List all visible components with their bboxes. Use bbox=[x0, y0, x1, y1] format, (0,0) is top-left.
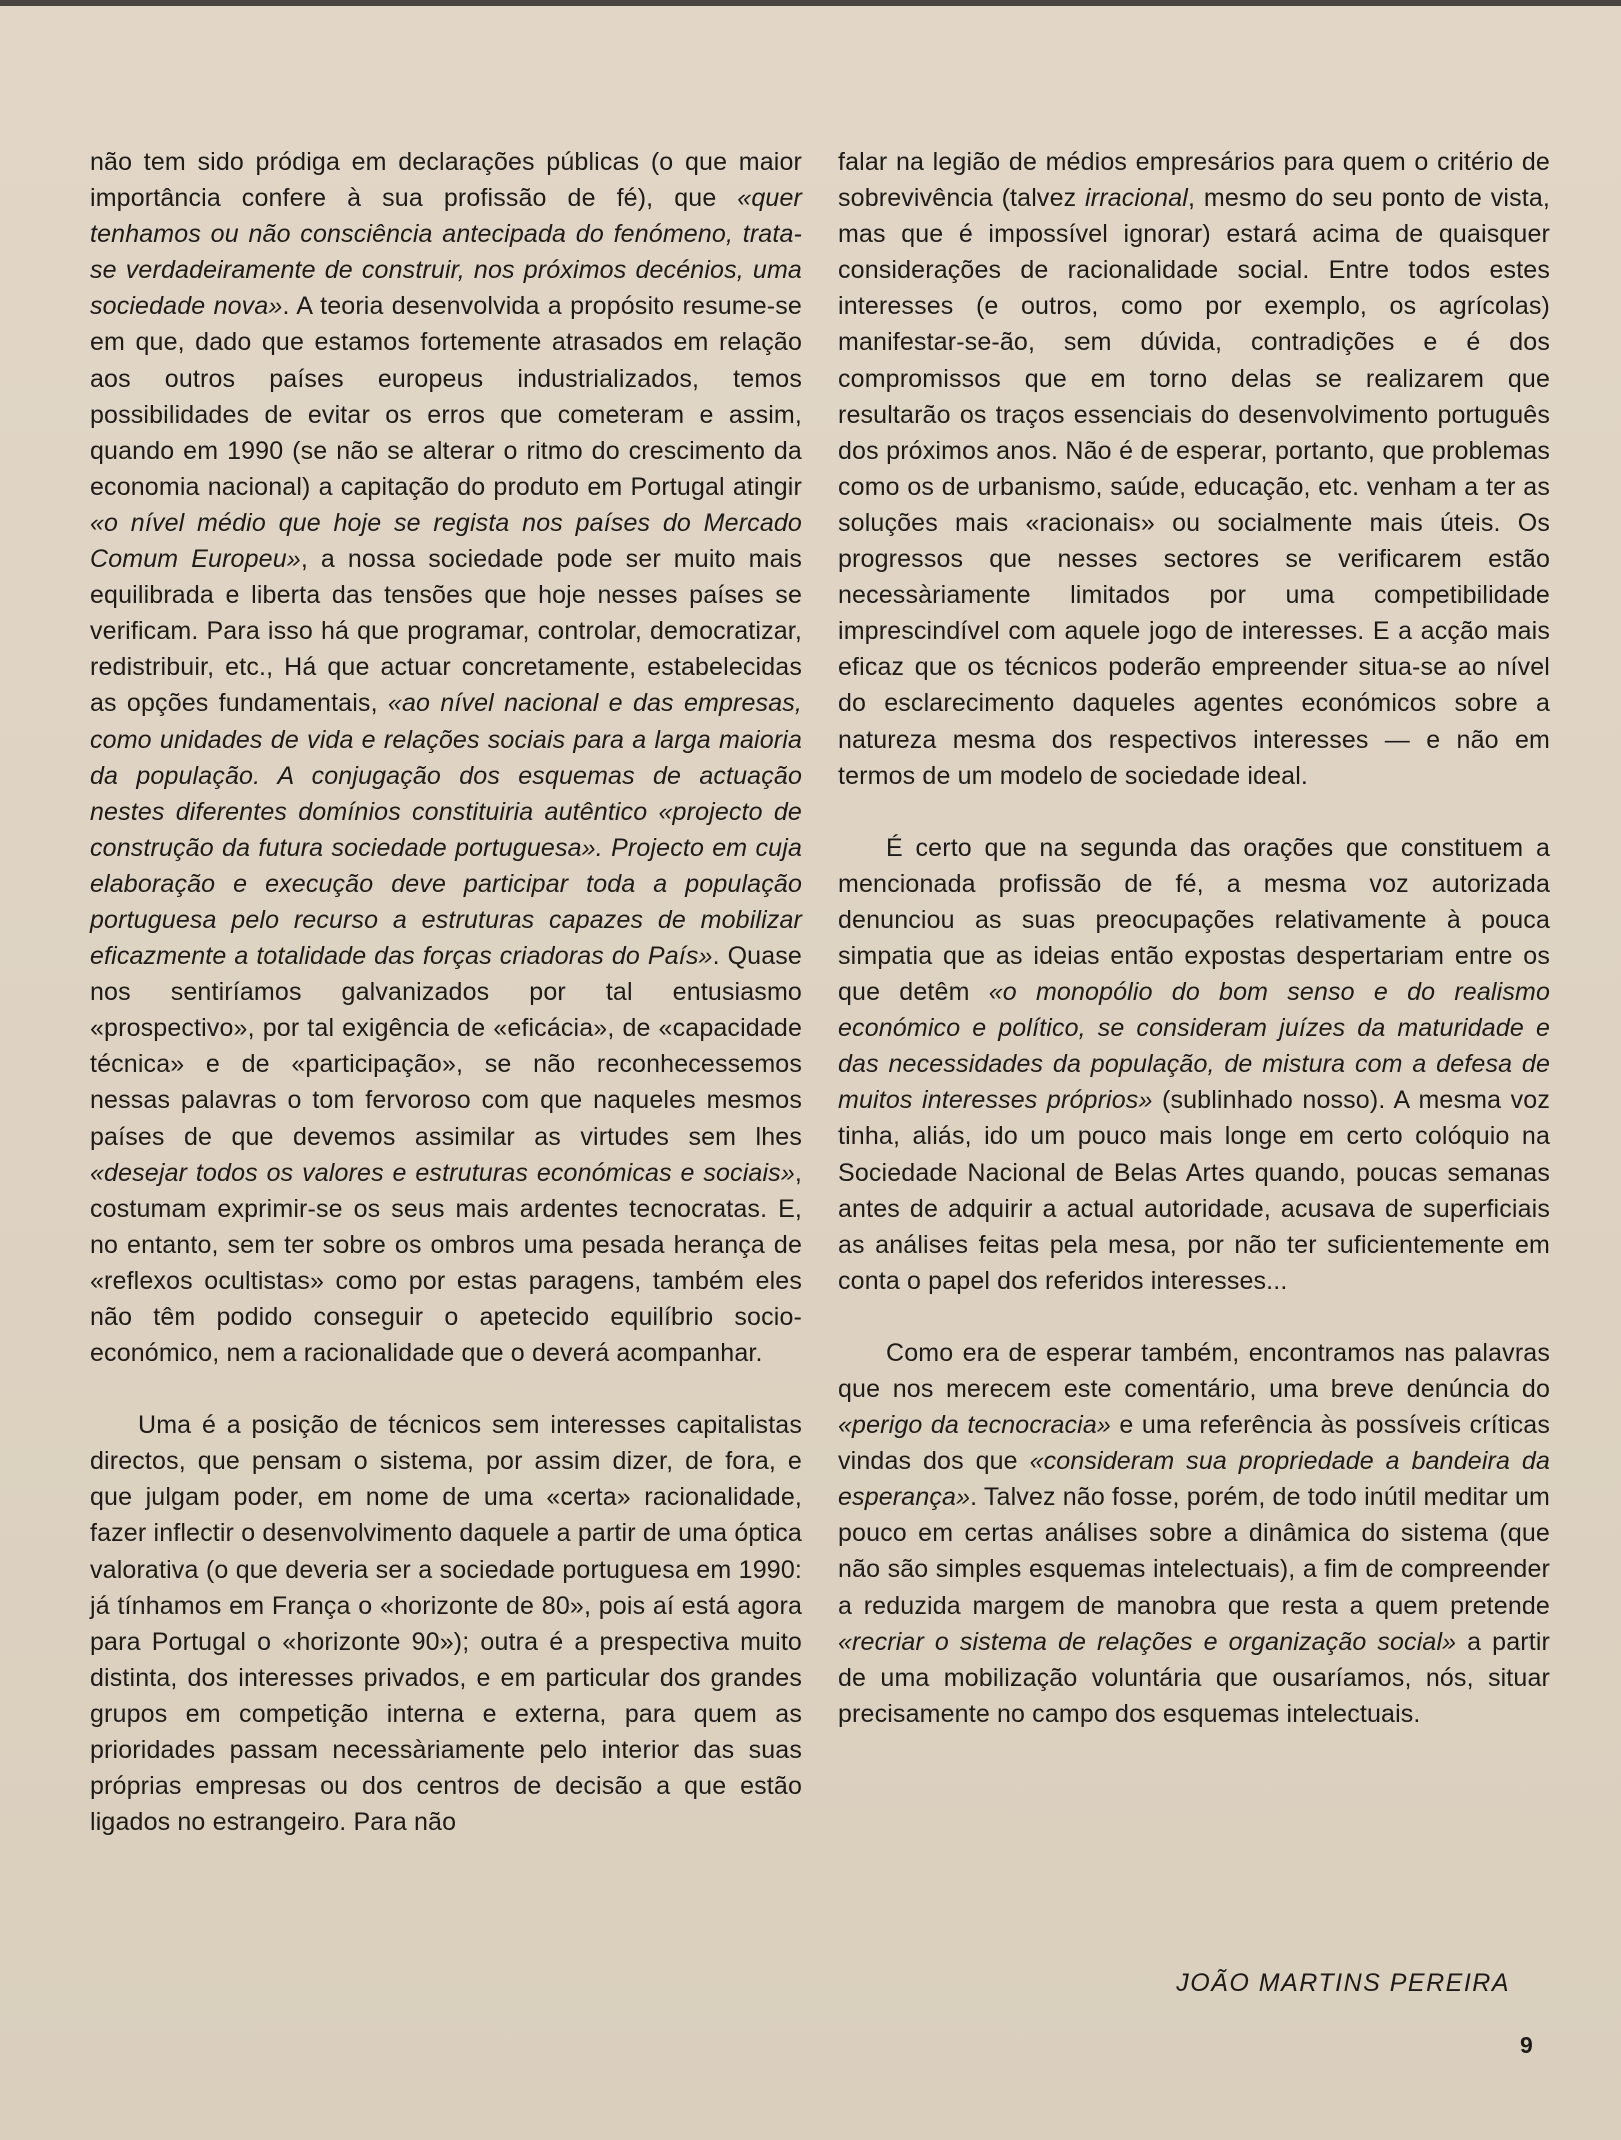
paragraph bbox=[838, 144, 1550, 794]
italic-text: «ao nível nacional e das empresas, como unidades de vida e relações sociais para a larga maioria da população. A conjugação dos esquemas de actuação nestes diferentes domínios constituiria autêntico «projecto de construção da futura sociedade portuguesa». Projecto em cuja elaboração e execução deve participar toda a população portuguesa pelo recurso a estruturas capazes de mobilizar eficazmente a totalidade das forças criadoras do País» bbox=[90, 689, 803, 971]
text-run: não tem sido pródiga em declarações públicas (o que maior importância confere à sua profissão de fé), que bbox=[90, 148, 802, 213]
text-run: . Talvez não fosse, porém, de todo inútil meditar um pouco em certas análises sobre a dinâmica do sistema (que não são simples esquemas intelectuais), a fim de compreender a reduzida margem de manobra que resta a quem pretende bbox=[838, 1483, 1551, 1620]
paragraph bbox=[90, 1407, 802, 1840]
italic-text: «quer tenhamos ou não consciência antecipada do fenómeno, trata-se verdadeiramente de construir, nos próximos decénios, uma sociedade nova» bbox=[90, 184, 802, 321]
page-number: 9 bbox=[1520, 2032, 1533, 2058]
italic-text: «consideram sua propriedade a bandeira da esperança» bbox=[838, 1447, 1551, 1512]
text-run: falar na legião de médios empresários para quem o critério de sobrevivência (talvez bbox=[838, 148, 1550, 213]
italic-text: «o monopólio do bom senso e do realismo económico e político, se consideram juízes da maturidade e das necessidades da população, de mistura com a defesa de muitos interesses próprios» bbox=[838, 978, 1550, 1115]
italic-text: «perigo da tecnocracia» bbox=[838, 1411, 1111, 1440]
text-run: a partir de uma mobilização voluntária que ousaríamos, nós, situar precisamente no campo dos esquemas intelectuais. bbox=[838, 1627, 1550, 1728]
paragraph bbox=[838, 1335, 1550, 1732]
italic-text: «o nível médio que hoje se regista nos países do Mercado Comum Europeu» bbox=[90, 508, 802, 574]
text-run: , mesmo do seu ponto de vista, mas que é impossível ignorar) estará acima de quaisquer considerações de racionalidade social. Entre todos estes interesses (e outros, como por exemplo, os agrícolas) manifestar-se-ão, sem dúvida, contradições e é dos compromissos que em torno delas se realizarem que resultarão os traços essenciais do desenvolvimento português dos próximos anos. Não é de esperar, portanto, que problemas como os de urbanismo, saúde, educação, etc. venham a ter as soluções mais «racionais» ou socialmente mais úteis. Os progressos que nesses sectores se verificarem estão necessàriamente limitados por uma competibilidade imprescindível com aquele jogo de interesses. E a acção mais eficaz que os técnicos poderão empreender situa-se ao nível do esclarecimento daqueles agentes económicos sobre a natureza mesma dos respectivos interesses — e não em termos de um modelo de sociedade ideal. bbox=[838, 184, 1550, 790]
text-run: , costumam exprimir-se os seus mais ardentes tecnocratas. E, no entanto, sem ter sobre os ombros uma pesada herança de «reflexos ocultistas» como por estas paragens, também eles não têm podido conseguir o apetecido equilíbrio socio-económico, nem a racionalidade que o deverá acompanhar. bbox=[90, 1158, 802, 1368]
author-signature: JOÃO MARTINS PEREIRA bbox=[1176, 1969, 1510, 1997]
italic-text: «recriar o sistema de relações e organização social» bbox=[838, 1627, 1457, 1656]
right-column bbox=[838, 144, 1550, 1732]
text-run: e uma referência às possíveis críticas vindas dos que bbox=[838, 1411, 1550, 1476]
italic-text: irracional bbox=[1085, 184, 1188, 213]
text-run: Como era de esperar também, encontramos nas palavras que nos merecem este comentário, uma breve denúncia do bbox=[838, 1338, 1550, 1403]
left-column bbox=[90, 144, 802, 1840]
italic-text: «desejar todos os valores e estruturas económicas e sociais» bbox=[90, 1158, 795, 1187]
text-run: É certo que na segunda das orações que constituem a mencionada profissão de fé, a mesma voz autorizada denunciou as suas preocupações relativamente à pouca simpatia que as ideias então expostas despertariam entre os que detêm bbox=[838, 833, 1550, 1007]
paragraph bbox=[838, 830, 1550, 1299]
paragraph bbox=[90, 144, 802, 1371]
text-run: (sublinhado nosso). A mesma voz tinha, aliás, ido um pouco mais longe em certo colóquio na Sociedade Nacional de Belas Artes quando, poucas semanas antes de adquirir a actual autoridade, acusava de superficiais as análises feitas pela mesa, por não ter suficientemente em conta o papel dos referidos interesses... bbox=[838, 1086, 1550, 1295]
text-run: , a nossa sociedade pode ser muito mais equilibrada e liberta das tensões que hoje nesses países se verificam. Para isso há que programar, controlar, democratizar, redistribuir, etc., Há que actuar concretamente, estabelecidas as opções fundamentais, bbox=[90, 545, 802, 718]
text-run: . A teoria desenvolvida a propósito resume-se em que, dado que estamos fortemente atrasados em relação aos outros países europeus industrializados, temos possibilidades de evitar os erros que cometeram e assim, quando em 1990 (se não se alterar o ritmo do crescimento da economia nacional) a capitação do produto em Portugal atingir bbox=[90, 292, 802, 501]
text-run: . Quase nos sentiríamos galvanizados por tal entusiasmo «prospectivo», por tal exigência de «eficácia», de «capacidade técnica» e de «participação», se não reconhecessemos nessas palavras o tom fervoroso com que naqueles mesmos países de que devemos assimilar as virtudes sem lhes bbox=[90, 942, 802, 1151]
text-run: Uma é a posição de técnicos sem interesses capitalistas directos, que pensam o sistema, por assim dizer, de fora, e que julgam poder, em nome de uma «certa» racionalidade, fazer inflectir o desenvolvimento daquele a partir de uma óptica valorativa (o que deveria ser a sociedade portuguesa em 1990: já tínhamos em França o «horizonte de 80», pois aí está agora para Portugal o «horizonte 90»); outra é a prespectiva muito distinta, dos interesses privados, e em particular dos grandes grupos em competição interna e externa, para quem as prioridades passam necessàriamente pelo interior das suas próprias empresas ou dos centros de decisão a que estão ligados no estrangeiro. Para não bbox=[90, 1411, 802, 1837]
